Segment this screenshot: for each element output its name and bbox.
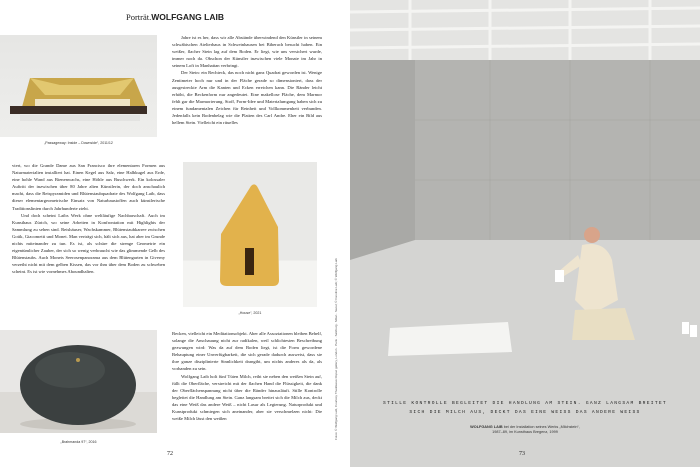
photo-credit: Fotos: © Wolfgang Laib, Courtesy Thaddaeus Ropac gallery, London · Paris · Salzburg · Milan · Seoul; © Caroline Laib; © Wolfgang Laib bbox=[334, 258, 338, 440]
text-column-1 bbox=[172, 34, 322, 126]
section-title bbox=[0, 12, 350, 22]
artwork-photo-passageway bbox=[0, 35, 157, 137]
photo-caption bbox=[350, 425, 700, 435]
artwork-photo-brahmanda bbox=[0, 330, 157, 433]
title-prefix: Porträt. bbox=[126, 12, 152, 22]
paragraph: Wolfgang Laib holt fünf Tüten Milch, reiht sie neben den weißen Stein auf, füllt die Oberfläche, verstreicht mit der flachen Hand die Flüssigkeit, die dank der Oberflächenspannung nicht über die Ränder hinausläuft. Stille Kontrolle begleitet die Handlung am Stein. Ganz langsam breitet sich die Milch aus, deckt das eine Weiß das andere Weiß – nicht Lasur als Legierung. Naturprodukt und Kunstprodukt schmiegen sich aneinander, aber sie verschmelzen nicht: Die weiße Milch lässt den weißen bbox=[172, 373, 322, 422]
text-column-2 bbox=[12, 162, 165, 276]
pull-quote bbox=[350, 399, 700, 417]
paragraph: Der Stein: ein Rechteck, das noch nicht ganz Quadrat geworden ist. Wenige Zentimeter hoch nur und in der Fläche gerade so dimensioniert, dass der ausgestreckte Arm die Kanten und Ecken erreichen kann. Die Ränder leicht erhöht, die Beckenform nur angedeutet. Eine makellose Fläche, dem Marmor fehlt gar die Marmorierung. Stoff, Form-Idee und Materialumgang haben sich zu einem fundamentalen Zeichen für Reinheit und Vollkommenheit verbunden. Jedenfalls kein Bodenbelag wie die Platten des Carl Andre. Eher ein Bild aus hellem Stein. Vielleicht ein rituelles bbox=[172, 70, 322, 126]
title-name: WOLFGANG LAIB bbox=[151, 12, 224, 22]
paragraph: Becken, vielleicht ein Meditationsobjekt. Aber alle Assoziationen bleiben Behelf, solange die Anschauung nicht zur radikalen, weil schlichtesten Beschreibung gezwungen wird: Was da auf dem Boden liegt, ist die Form gewordene Behauptung einer Unverfügbarkeit, die sich gerade dadurch ausweist, dass sie ihre ganze disziplinierte Sinnlichkeit drangibt, um nichts anderes als da, als vorhanden zu sein. bbox=[172, 331, 322, 372]
caption-house: „House“, 2021 bbox=[238, 311, 262, 315]
paragraph: viert, wo die Grande Dame aus San Francisco ihre elementaren Formen aus Naturmaterialien installiert hat. Einen Kegel aus Salz, eine Halbkugel aus Erde, eine hohle Wand aus Bienenwachs, eine Höhle aus Buschwerk. Ein kolossaler Auftritt der inzwischen über 80 Jahre alten Künstlerin, der doch anschaulich macht, dass die Reispyramiden und Blütenstaubquadrate des Wolfgang Laib, dass dieser elementargeometrische Einsatz von Naturbaustoffen auch künstlerische Traditionslinien durch Jahrhunderte zieht. bbox=[12, 163, 165, 211]
pull-quote-line: SICH DIE MILCH AUS, DECKT DAS EINE WEISS DAS ANDERE WEISS bbox=[409, 410, 641, 415]
caption-text: bei der Installation seines Werks „Milchstein“, bbox=[502, 425, 580, 429]
caption-text: 1987–89, im Kunsthaus Bregenz, 1999 bbox=[492, 430, 558, 434]
gallery-installation-photo bbox=[350, 0, 700, 467]
paragraph: Und doch scheint Laibs Werk ohne weltläufige Nachbarschaft. Auch im Kunsthaus Zürich, wo seine Arbeiten in Konfrontation mit Highlights der Sammlung zu sehen sind. Reishäuser, Wachskammer, Blütenstaubkarree zwischen Gotik, Giacometti und Monet. Man verträgt sich, hält sich aus, hat aber im Grunde nichts miteinander zu tun. Es ist, als schüre die strenge Geometrie ein eigentümlicher Zauber, der sich so wenig verbraucht wie das glimmende Gelb des Blütenstaubs. Auch Monets Seerosenpanorama aus dem Blütengarten in Giverny verzeiht nicht mit dem gelben Kissen, das vor ihm über dem Boden zu schweben scheint. Es ist wie vornehmes Aboundhalten. bbox=[12, 212, 165, 275]
right-page bbox=[350, 0, 700, 467]
page-number-right: 73 bbox=[519, 451, 525, 457]
artwork-photo-house bbox=[183, 162, 317, 307]
caption-bold: WOLFGANG LAIB bbox=[470, 425, 503, 429]
caption-brahmanda: „Brahmanda 97“, 2016 bbox=[60, 440, 97, 444]
page-number-left: 72 bbox=[167, 451, 173, 457]
text-column-3 bbox=[172, 330, 322, 422]
paragraph: Jahre ist es her, dass wir alle Abstände überwindend den Künstler in seinem schwäbischen Atelierhaus in Schweinhausen bei Biberach besucht haben. Ein weißer, flacher Stein lag auf dem Boden. Er liegt, wie uns versichert wurde, immer noch da. Obschon der Künstler inzwischen viele Monate im Jahr in seinem Loft in Manhattan verbringt. bbox=[172, 35, 322, 69]
pull-quote-line: STILLE KONTROLLE BEGLEITET DIE HANDLUNG AM STEIN. GANZ LANGSAM BREITET bbox=[383, 401, 667, 406]
caption-passageway: „Passageway: Inside – Downside“, 2011/12 bbox=[44, 141, 113, 145]
